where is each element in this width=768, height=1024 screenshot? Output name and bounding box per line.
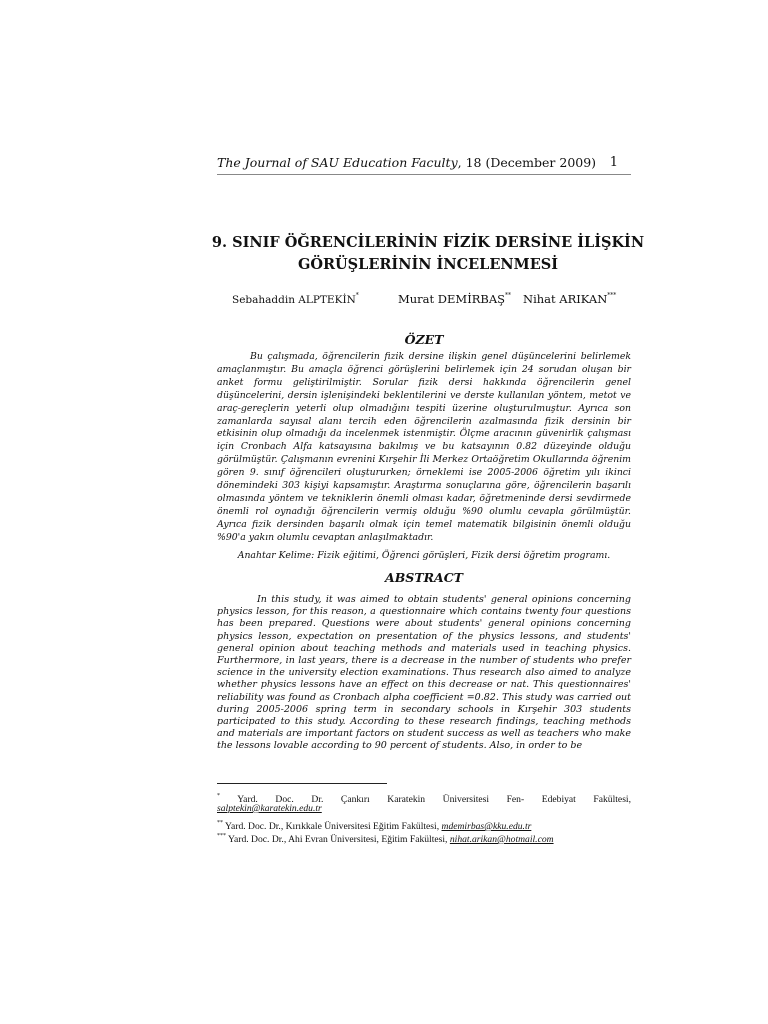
footnote-3: *** Yard. Doc. Dr., Ahi Evran Üniversitesi, Eğitim Fakültesi, nihat.arikan@hotmail.com bbox=[217, 833, 554, 845]
ozet-heading: ÖZET bbox=[404, 332, 444, 347]
footnote-1-email[interactable]: salptekin@karatekin.edu.tr bbox=[217, 803, 322, 814]
footnote-2-email[interactable]: mdemirbas@kku.edu.tr bbox=[441, 821, 532, 832]
journal-issue: , 18 (December 2009) bbox=[457, 155, 597, 170]
page-number: 1 bbox=[609, 155, 618, 170]
header-rule bbox=[217, 174, 631, 175]
author-1: Sebahaddin ALPTEKİN* bbox=[232, 292, 359, 306]
abstract-heading: ABSTRACT bbox=[385, 570, 463, 585]
journal-name: The Journal of SAU Education Faculty bbox=[217, 155, 458, 170]
author-2: Murat DEMİRBAŞ** bbox=[398, 292, 512, 306]
footnote-1: * Yard. Doc. Dr. Çankırı Karatekin Üniversitesi Fen- Edebiyat Fakültesi, bbox=[217, 793, 631, 805]
keywords: Anahtar Kelime: Fizik eğitimi, Öğrenci görüşleri, Fizik dersi öğretim programı. bbox=[237, 550, 611, 561]
paper-title bbox=[208, 232, 648, 276]
ozet-body: Bu çalışmada, öğrencilerin fizik dersine ilişkin genel düşüncelerini belirlemek amaçlanmıştır. Bu amaçla öğrenci görüşlerini belirlemek için 24 sorudan oluşan bir anket formu geliştirilmiştir. Sorular fizik dersi hakkında öğrencilerin genel düşüncelerini, dersin işlenişindeki beklentilerini ve derste kullanılan yöntem, metot ve araç-gereçlerin yeterli olup olmadığını tespiti üzerine oluşturulmuştur. Ayrıca son zamanlarda sayısal alanı tercih eden öğrencilerin azalmasında fizik dersinin bir etkisinin olup olmadığı da incelenmek istenmiştir. Ölçme aracının güvenirlik çalışması için Cronbach Alfa katsayısına bakılmış ve bu katsayının 0.82 düzeyinde olduğu görülmüştür. Çalışmanın evrenini Kırşehir İli Merkez Ortaöğretim Okullarında öğrenim gören 9. sınıf öğrencileri oluştururken; örneklemi ise 2005-2006 öğretim yılı ikinci dönemindeki 303 kişiyi kapsamıştır. Araştırma sonuçlarına göre, öğrencilerin başarılı olmasında yöntem ve tekniklerin önemli olması kadar, öğretmeninde dersi sevdirmede önemli rol oynadığı öğrencilerin vermiş olduğu %90 olumlu cevapla görülmüştür. Ayrıca fizik dersinden başarılı olmak için temel matematik bilgisinin önemli olduğu %90'a yakın olumlu cevaptan anlaşılmaktadır. bbox=[217, 351, 631, 543]
title-line-2: GÖRÜŞLERİNİN İNCELENMESİ bbox=[297, 256, 559, 273]
footnote-2: ** Yard. Doc. Dr., Kırıkkale Üniversitesi Eğitim Fakültesi, mdemirbas@kku.edu.tr bbox=[217, 820, 532, 832]
footnote-rule bbox=[217, 783, 387, 784]
author-3: Nihat ARIKAN*** bbox=[523, 292, 617, 306]
abstract-body: In this study, it was aimed to obtain students' general opinions concerning physics lesson, for this reason, a questionnaire which contains twenty four questions has been prepared. Questions were about students' general opinions concerning physics lesson, expectation on presentation of the physics lessons, and students' general opinion about teaching methods and materials used in teaching physics. Furthermore, in last years, there is a decrease in the number of students who prefer science in the university election examinations. Thus research also aimed to analyze whether physics lessons have an effect on this decrease or nat. This questionnaires' reliability was found as Cronbach alpha coefficient =0.82. This study was carried out during 2005-2006 spring term in secondary schools in Kırşehir 303 students participated to this study. According to these research findings, teaching methods and materials are important factors on student success as well as teachers who make the lessons lovable according to 90 percent of students. Also, in order to be bbox=[217, 594, 631, 752]
running-header bbox=[217, 155, 615, 170]
footnote-3-email[interactable]: nihat.arikan@hotmail.com bbox=[449, 834, 554, 845]
title-line-1: 9. SINIF ÖĞRENCİLERİNİN FİZİK DERSİNE İLİŞKİN bbox=[211, 234, 645, 251]
